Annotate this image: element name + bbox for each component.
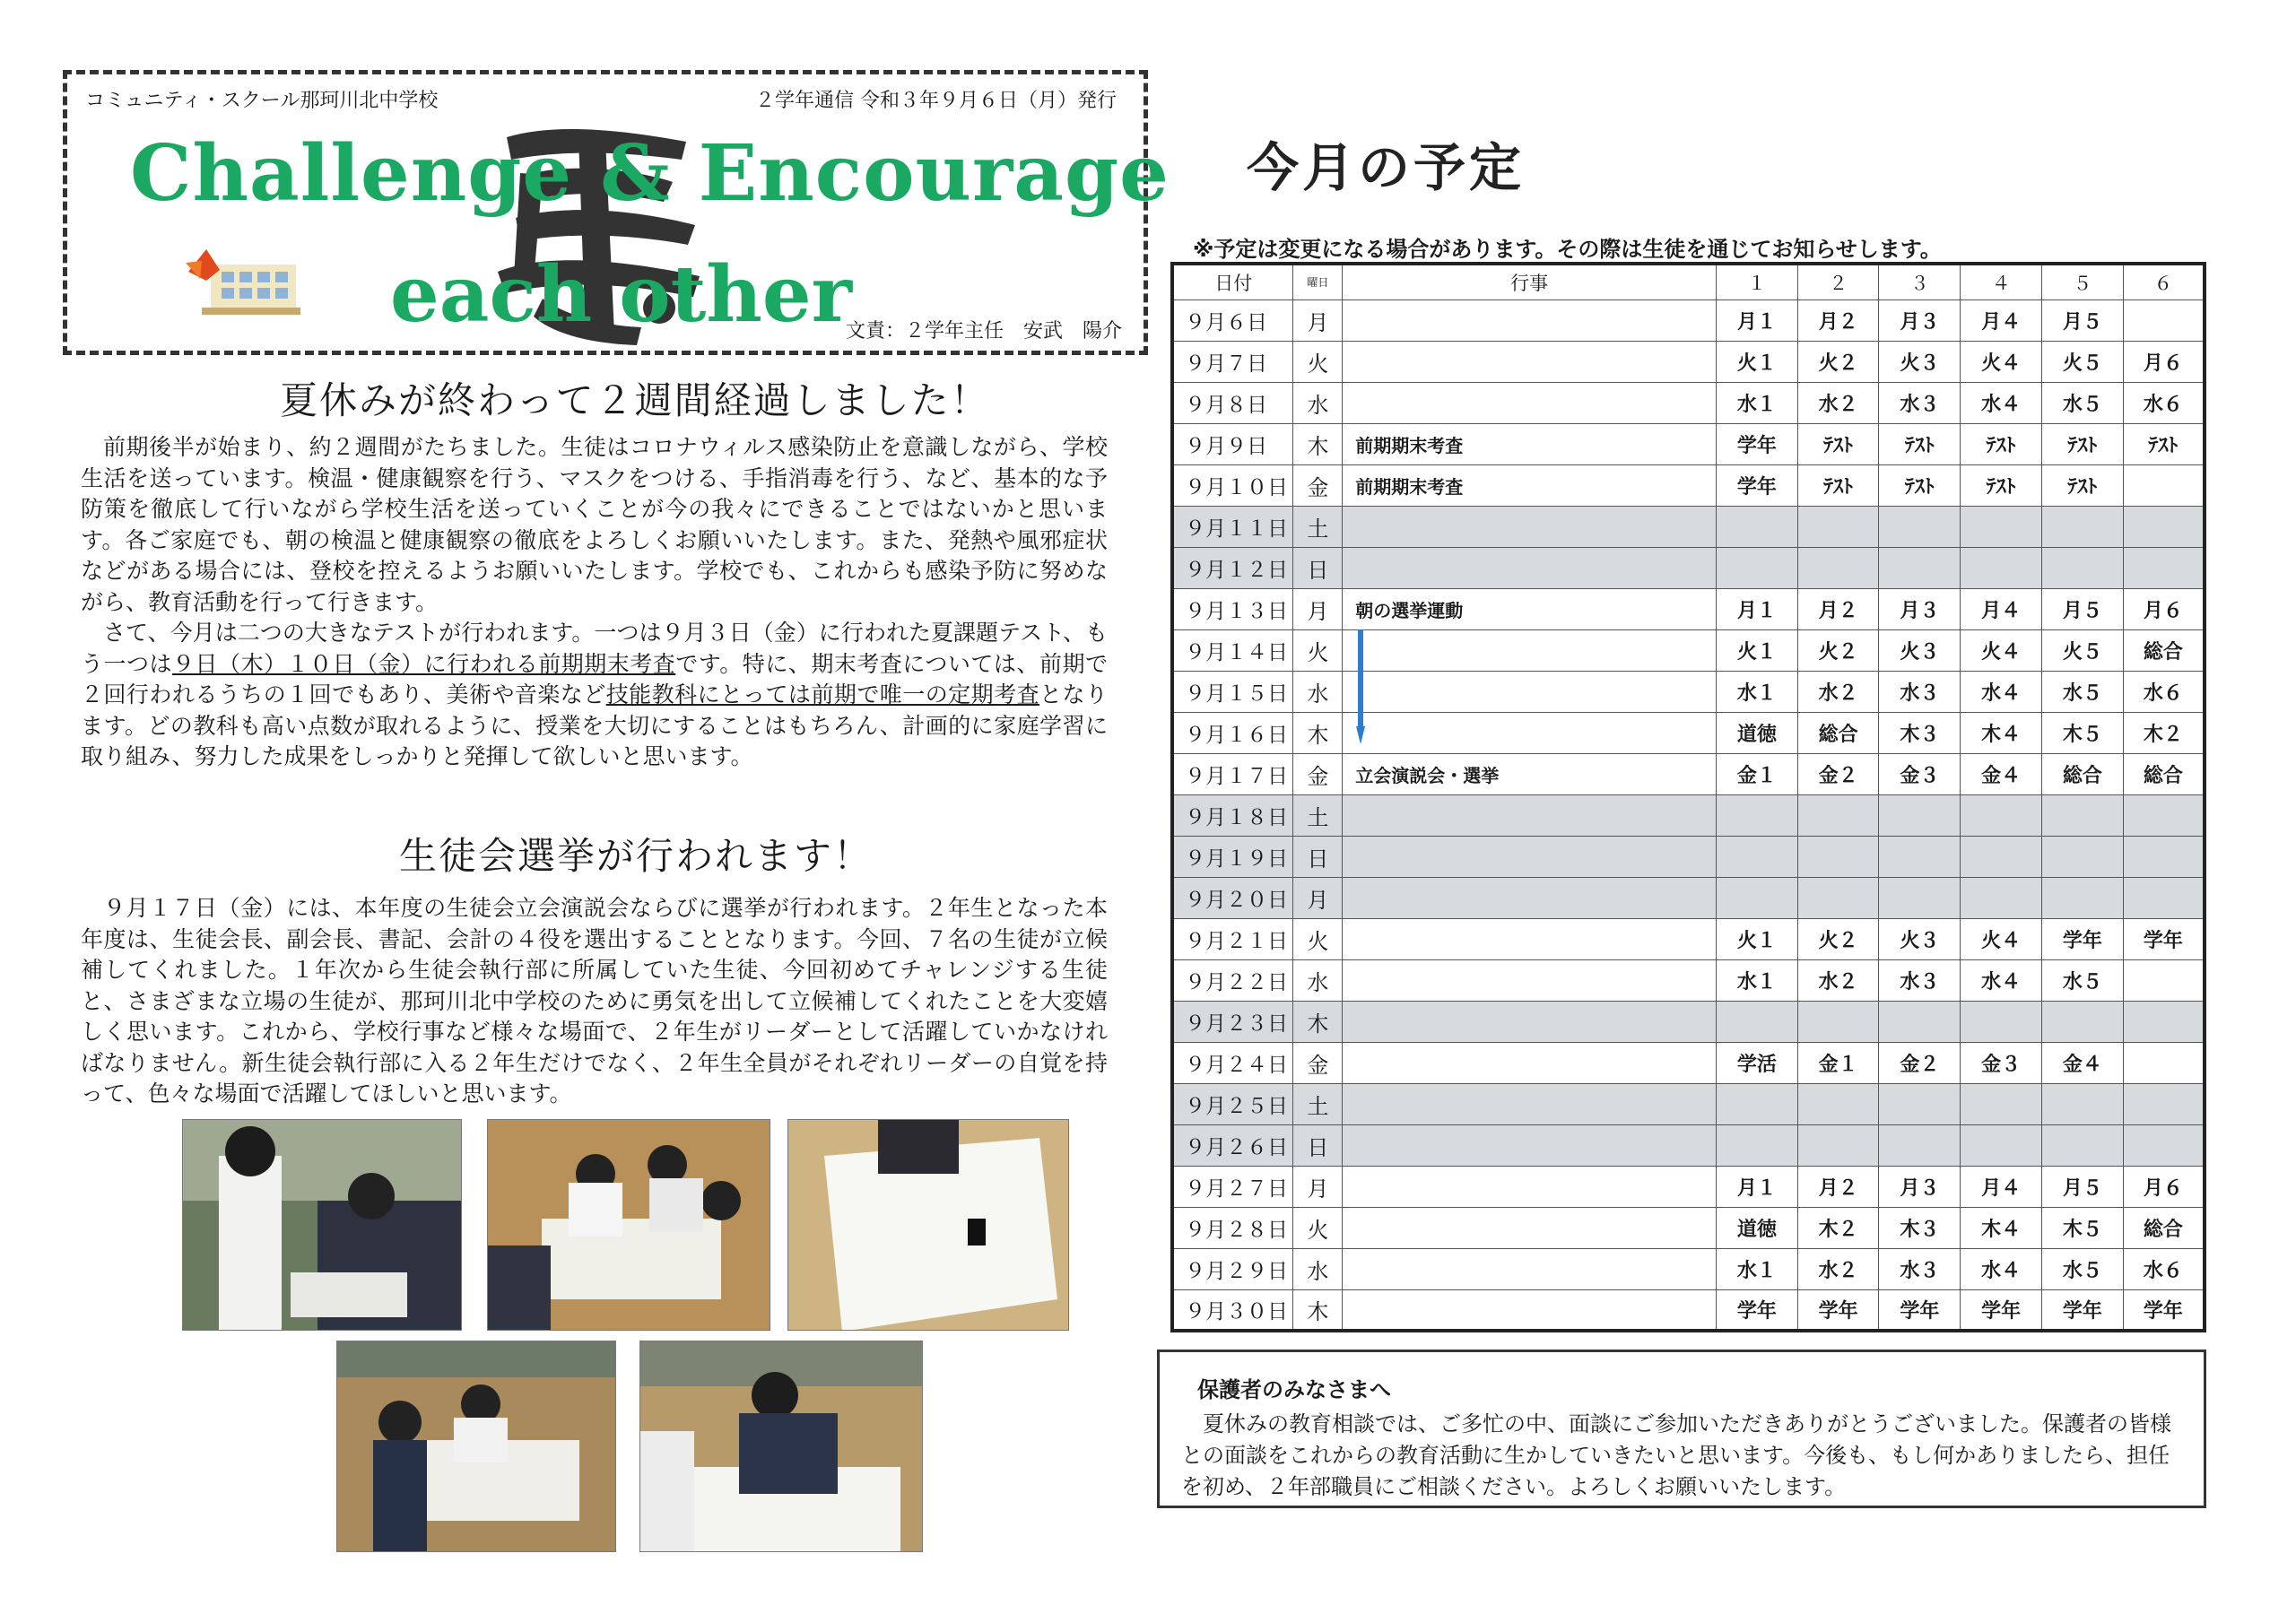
schedule-weekday: 金 — [1293, 1042, 1343, 1083]
schedule-period-2: 金１ — [1797, 1042, 1879, 1083]
schedule-row — [1172, 1207, 2205, 1248]
schedule-period-1: 学活 — [1716, 1042, 1797, 1083]
schedule-period-4: 月４ — [1961, 299, 2042, 341]
schedule-event: 前期期末考査 — [1343, 423, 1717, 464]
article2-heading: 生徒会選挙が行われます！ — [399, 834, 874, 878]
header-weekday: 曜日 — [1293, 264, 1343, 299]
schedule-period-3: 水３ — [1879, 382, 1961, 423]
schedule-period-6: 月６ — [2123, 1166, 2205, 1207]
schedule-period-3: 水３ — [1879, 959, 1961, 1001]
schedule-row — [1172, 1166, 2205, 1207]
schedule-event — [1343, 341, 1717, 382]
schedule-weekday: 火 — [1293, 341, 1343, 382]
schedule-period-1: 月１ — [1716, 588, 1797, 629]
schedule-period-2: 学年 — [1797, 1289, 1879, 1331]
schedule-weekday: 土 — [1293, 794, 1343, 836]
article1-heading: 夏休みが終わって２週間経過しました！ — [280, 378, 990, 422]
schedule-period-5 — [2041, 1001, 2123, 1042]
header-period-6: ６ — [2123, 264, 2205, 299]
issue-date: ２学年通信 令和３年９月６日（月）発行 — [755, 90, 1117, 112]
schedule-date: ９月７日 — [1172, 341, 1293, 382]
schedule-row — [1172, 629, 2205, 671]
schedule-period-4: 水４ — [1961, 671, 2042, 712]
schedule-row — [1172, 877, 2205, 918]
schedule-period-4: 木４ — [1961, 1207, 2042, 1248]
schedule-row — [1172, 464, 2205, 506]
skill-subject-underline: 技能教科にとっては前期で唯一の定期考査 — [605, 681, 1040, 707]
schedule-period-6: ﾃｽﾄ — [2123, 423, 2205, 464]
schedule-weekday: 月 — [1293, 877, 1343, 918]
schedule-period-2: 月２ — [1797, 1166, 1879, 1207]
schedule-period-3 — [1879, 547, 1961, 588]
schedule-period-5 — [2041, 836, 2123, 877]
schedule-period-6 — [2123, 506, 2205, 547]
schedule-period-4 — [1961, 506, 2042, 547]
schedule-date: ９月１７日 — [1172, 753, 1293, 794]
schedule-period-1: 学年 — [1716, 1289, 1797, 1331]
schedule-date: ９月９日 — [1172, 423, 1293, 464]
schedule-date: ９月１５日 — [1172, 671, 1293, 712]
schedule-period-2 — [1797, 836, 1879, 877]
schedule-period-3: 火３ — [1879, 918, 1961, 959]
schedule-period-1 — [1716, 1001, 1797, 1042]
schedule-period-5: 水５ — [2041, 1248, 2123, 1289]
schedule-date: ９月１４日 — [1172, 629, 1293, 671]
schedule-period-1: 水１ — [1716, 1248, 1797, 1289]
schedule-date: ９月１０日 — [1172, 464, 1293, 506]
schedule-date: ９月３０日 — [1172, 1289, 1293, 1331]
schedule-period-5: 火５ — [2041, 341, 2123, 382]
article1-paragraph1: 前期後半が始まり、約２週間がたちました。生徒はコロナウィルス感染防止を意識しながら、学校生活を送っています。検温・健康観察を行う、マスクをつける、手指消毒を行う、など、基本的な予防策を徹底して行いながら学校生活を送っていくことが今の我々にできることではないかと思います。各ご家庭でも、朝の検温と健康観察の徹底をよろしくお願いいたします。また、発熱や風邪症状などがある場合には、登校を控えるようお願いいたします。学校でも、これからも感染予防に努めながら、教育活動を行って行きます。 — [81, 434, 1108, 615]
schedule-weekday: 水 — [1293, 959, 1343, 1001]
schedule-period-2: 水２ — [1797, 959, 1879, 1001]
schedule-event — [1343, 959, 1717, 1001]
school-building-icon — [184, 245, 300, 317]
schedule-period-4: 木４ — [1961, 712, 2042, 753]
schedule-period-4: 火４ — [1961, 918, 2042, 959]
schedule-period-2: 総合 — [1797, 712, 1879, 753]
schedule-period-3: 月３ — [1879, 1166, 1961, 1207]
schedule-period-3 — [1879, 836, 1961, 877]
schedule-event: 前期期末考査 — [1343, 464, 1717, 506]
schedule-period-5: 水５ — [2041, 671, 2123, 712]
schedule-row — [1172, 836, 2205, 877]
schedule-period-2: 水２ — [1797, 671, 1879, 712]
schedule-period-3: 月３ — [1879, 299, 1961, 341]
article2-body — [81, 893, 1108, 1110]
schedule-event — [1343, 836, 1717, 877]
schedule-period-6: 総合 — [2123, 1207, 2205, 1248]
schedule-date: ９月２９日 — [1172, 1248, 1293, 1289]
newsletter-title-line2: each other — [390, 249, 852, 340]
schedule-period-2: 火２ — [1797, 629, 1879, 671]
schedule-period-3 — [1879, 877, 1961, 918]
schedule-period-2: ﾃｽﾄ — [1797, 423, 1879, 464]
schedule-period-2 — [1797, 1001, 1879, 1042]
schedule-period-6: 水６ — [2123, 671, 2205, 712]
schedule-period-2 — [1797, 547, 1879, 588]
schedule-date: ９月１３日 — [1172, 588, 1293, 629]
schedule-period-6: 総合 — [2123, 753, 2205, 794]
schedule-table — [1170, 262, 2206, 1332]
header-period-5: ５ — [2041, 264, 2123, 299]
schedule-period-4 — [1961, 836, 2042, 877]
schedule-period-5: 学年 — [2041, 918, 2123, 959]
schedule-period-5: 木５ — [2041, 712, 2123, 753]
schedule-event — [1343, 1207, 1717, 1248]
parents-notice-box — [1157, 1350, 2206, 1508]
schedule-period-6 — [2123, 1042, 2205, 1083]
schedule-period-2: 木２ — [1797, 1207, 1879, 1248]
header-event: 行事 — [1343, 264, 1717, 299]
schedule-period-1 — [1716, 836, 1797, 877]
schedule-event — [1343, 1289, 1717, 1331]
schedule-row — [1172, 918, 2205, 959]
schedule-period-6 — [2123, 1083, 2205, 1124]
schedule-period-2 — [1797, 506, 1879, 547]
schedule-period-1 — [1716, 547, 1797, 588]
schedule-period-6: 月６ — [2123, 341, 2205, 382]
schedule-period-1: 火１ — [1716, 341, 1797, 382]
schedule-row — [1172, 341, 2205, 382]
schedule-row — [1172, 547, 2205, 588]
schedule-date: ９月２２日 — [1172, 959, 1293, 1001]
schedule-weekday: 木 — [1293, 1289, 1343, 1331]
schedule-period-1: 月１ — [1716, 299, 1797, 341]
schedule-weekday: 月 — [1293, 588, 1343, 629]
schedule-date: ９月１２日 — [1172, 547, 1293, 588]
schedule-period-5 — [2041, 877, 2123, 918]
schedule-period-5: 月５ — [2041, 588, 2123, 629]
schedule-period-2: 火２ — [1797, 918, 1879, 959]
schedule-period-4: 学年 — [1961, 1289, 2042, 1331]
schedule-period-5: 水５ — [2041, 959, 2123, 1001]
schedule-title: 今月の予定 — [1247, 137, 1526, 198]
schedule-date: ９月１９日 — [1172, 836, 1293, 877]
schedule-date: ９月８日 — [1172, 382, 1293, 423]
schedule-period-4 — [1961, 877, 2042, 918]
schedule-period-6 — [2123, 464, 2205, 506]
schedule-period-5: 水５ — [2041, 382, 2123, 423]
parents-heading: 保護者のみなさまへ — [1197, 1377, 1391, 1402]
schedule-period-3 — [1879, 506, 1961, 547]
schedule-period-5: 火５ — [2041, 629, 2123, 671]
schedule-weekday: 木 — [1293, 423, 1343, 464]
schedule-weekday: 水 — [1293, 1248, 1343, 1289]
schedule-period-6: 総合 — [2123, 629, 2205, 671]
schedule-event — [1343, 1166, 1717, 1207]
schedule-weekday: 日 — [1293, 836, 1343, 877]
schedule-event — [1343, 794, 1717, 836]
schedule-period-6 — [2123, 299, 2205, 341]
article1-paragraph2: さて、今月は二つの大きなテストが行われます。一つは９月３日（金）に行われた夏課題テスト、もう一つは９日（木）１０日（金）に行われる前期期末考査です。特に、期末考査については、前期で２回行われるうちの１回でもあり、美術や音楽など技能教科にとっては前期で唯一の定期考査となります。どの教科も高い点数が取れるように、授業を大切にすることはもちろん、計画的に家庭学習に取り組み、努力した成果をしっかりと発揮して欲しいと思います。 — [81, 620, 1108, 769]
schedule-row — [1172, 1124, 2205, 1166]
schedule-period-1 — [1716, 877, 1797, 918]
schedule-period-3 — [1879, 1124, 1961, 1166]
header-box — [63, 70, 1170, 355]
schedule-date: ９月２６日 — [1172, 1124, 1293, 1166]
schedule-period-1: 火１ — [1716, 918, 1797, 959]
schedule-period-4: 金３ — [1961, 1042, 2042, 1083]
schedule-event — [1343, 1001, 1717, 1042]
schedule-weekday: 木 — [1293, 712, 1343, 753]
schedule-period-3 — [1879, 1083, 1961, 1124]
schedule-period-4: 火４ — [1961, 629, 2042, 671]
schedule-event: 朝の選挙運動 — [1343, 588, 1717, 629]
schedule-period-4: 月４ — [1961, 588, 2042, 629]
schedule-period-3: 金２ — [1879, 1042, 1961, 1083]
schedule-row — [1172, 382, 2205, 423]
schedule-period-6 — [2123, 547, 2205, 588]
schedule-date: ９月１６日 — [1172, 712, 1293, 753]
schedule-period-6: 学年 — [2123, 1289, 2205, 1331]
schedule-event — [1343, 1042, 1717, 1083]
schedule-date: ９月１１日 — [1172, 506, 1293, 547]
schedule-period-6 — [2123, 1001, 2205, 1042]
schedule-weekday: 日 — [1293, 547, 1343, 588]
schedule-period-4 — [1961, 1083, 2042, 1124]
schedule-period-1: 火１ — [1716, 629, 1797, 671]
schedule-weekday: 木 — [1293, 1001, 1343, 1042]
schedule-period-1: 水１ — [1716, 382, 1797, 423]
schedule-row — [1172, 959, 2205, 1001]
schedule-period-1: 水１ — [1716, 959, 1797, 1001]
schedule-period-4: ﾃｽﾄ — [1961, 464, 2042, 506]
schedule-event: 立会演説会・選挙 — [1343, 753, 1717, 794]
schedule-period-6 — [2123, 836, 2205, 877]
schedule-row — [1172, 671, 2205, 712]
student-photo-5 — [639, 1341, 923, 1552]
schedule-period-1: 月１ — [1716, 1166, 1797, 1207]
parents-body: 夏休みの教育相談では、ご多忙の中、面談にご参加いただきありがとうございました。保護者の皆様との面談をこれからの教育活動に生かしていきたいと思います。今後も、もし何かありましたら、担任を初め、２年部職員にご相談ください。よろしくお願いいたします。 — [1181, 1411, 2171, 1499]
schedule-weekday: 金 — [1293, 464, 1343, 506]
schedule-period-1 — [1716, 1124, 1797, 1166]
schedule-row — [1172, 712, 2205, 753]
schedule-period-6: 水６ — [2123, 382, 2205, 423]
schedule-period-1 — [1716, 506, 1797, 547]
schedule-period-3: 火３ — [1879, 341, 1961, 382]
schedule-period-4 — [1961, 547, 2042, 588]
schedule-period-2: 火２ — [1797, 341, 1879, 382]
schedule-period-3: 学年 — [1879, 1289, 1961, 1331]
schedule-event — [1343, 382, 1717, 423]
schedule-period-2: 月２ — [1797, 299, 1879, 341]
schedule-period-4 — [1961, 794, 2042, 836]
schedule-date: ９月２７日 — [1172, 1166, 1293, 1207]
schedule-row — [1172, 423, 2205, 464]
schedule-period-5: 総合 — [2041, 753, 2123, 794]
schedule-period-1: 水１ — [1716, 671, 1797, 712]
schedule-row — [1172, 1289, 2205, 1331]
schedule-period-3: 金３ — [1879, 753, 1961, 794]
schedule-event — [1343, 629, 1717, 671]
schedule-period-6: 学年 — [2123, 918, 2205, 959]
schedule-period-4: 火４ — [1961, 341, 2042, 382]
schedule-row — [1172, 1042, 2205, 1083]
schedule-row — [1172, 506, 2205, 547]
schedule-event — [1343, 1124, 1717, 1166]
schedule-period-3 — [1879, 1001, 1961, 1042]
schedule-period-4: 水４ — [1961, 1248, 2042, 1289]
schedule-date: ９月２８日 — [1172, 1207, 1293, 1248]
schedule-period-1: 金１ — [1716, 753, 1797, 794]
author-credit: 文責：２学年主任 安武 陽介 — [845, 320, 1122, 343]
schedule-period-6 — [2123, 959, 2205, 1001]
schedule-weekday: 日 — [1293, 1124, 1343, 1166]
schedule-period-4: 月４ — [1961, 1166, 2042, 1207]
schedule-event — [1343, 299, 1717, 341]
schedule-period-4: 金４ — [1961, 753, 2042, 794]
schedule-period-4: 水４ — [1961, 382, 2042, 423]
schedule-period-6: 水６ — [2123, 1248, 2205, 1289]
schedule-period-4 — [1961, 1001, 2042, 1042]
schedule-date: ９月２３日 — [1172, 1001, 1293, 1042]
student-photo-4 — [336, 1341, 616, 1552]
schedule-weekday: 月 — [1293, 1166, 1343, 1207]
schedule-event — [1343, 877, 1717, 918]
schedule-row — [1172, 794, 2205, 836]
schedule-period-1 — [1716, 794, 1797, 836]
schedule-event — [1343, 506, 1717, 547]
schedule-period-2: 月２ — [1797, 588, 1879, 629]
schedule-period-6 — [2123, 1124, 2205, 1166]
schedule-date: ９月２５日 — [1172, 1083, 1293, 1124]
header-period-1: １ — [1716, 264, 1797, 299]
schedule-period-4: 水４ — [1961, 959, 2042, 1001]
student-photo-1 — [182, 1119, 462, 1331]
schedule-event — [1343, 671, 1717, 712]
schedule-period-5: 学年 — [2041, 1289, 2123, 1331]
schedule-period-3: ﾃｽﾄ — [1879, 464, 1961, 506]
schedule-weekday: 火 — [1293, 918, 1343, 959]
schedule-period-2: 水２ — [1797, 1248, 1879, 1289]
student-photo-3 — [787, 1119, 1069, 1331]
schedule-weekday: 土 — [1293, 506, 1343, 547]
schedule-date: ９月２０日 — [1172, 877, 1293, 918]
schedule-weekday: 金 — [1293, 753, 1343, 794]
schedule-date: ９月２１日 — [1172, 918, 1293, 959]
schedule-period-1: 道徳 — [1716, 712, 1797, 753]
schedule-period-2 — [1797, 794, 1879, 836]
schedule-header-row — [1172, 264, 2205, 299]
schedule-weekday: 水 — [1293, 671, 1343, 712]
schedule-period-2: 水２ — [1797, 382, 1879, 423]
schedule-period-1: 学年 — [1716, 464, 1797, 506]
schedule-period-2: 金２ — [1797, 753, 1879, 794]
schedule-event — [1343, 918, 1717, 959]
schedule-weekday: 火 — [1293, 1207, 1343, 1248]
schedule-date: ９月２４日 — [1172, 1042, 1293, 1083]
schedule-period-5 — [2041, 794, 2123, 836]
schedule-event — [1343, 1083, 1717, 1124]
schedule-period-4 — [1961, 1124, 2042, 1166]
schedule-date: ９月１８日 — [1172, 794, 1293, 836]
schedule-weekday: 月 — [1293, 299, 1343, 341]
schedule-row — [1172, 1083, 2205, 1124]
schedule-period-2 — [1797, 1083, 1879, 1124]
schedule-row — [1172, 753, 2205, 794]
schedule-period-5 — [2041, 1124, 2123, 1166]
schedule-period-5: ﾃｽﾄ — [2041, 464, 2123, 506]
schedule-period-5: ﾃｽﾄ — [2041, 423, 2123, 464]
schedule-row — [1172, 588, 2205, 629]
schedule-period-6: 月６ — [2123, 588, 2205, 629]
schedule-period-3: 水３ — [1879, 671, 1961, 712]
header-date: 日付 — [1172, 264, 1293, 299]
header-period-2: ２ — [1797, 264, 1879, 299]
schedule-period-2 — [1797, 1124, 1879, 1166]
newsletter-title-line1: Challenge & Encourage — [130, 128, 1170, 219]
schedule-period-3: 月３ — [1879, 588, 1961, 629]
schedule-event — [1343, 712, 1717, 753]
schedule-weekday: 土 — [1293, 1083, 1343, 1124]
schedule-period-2: ﾃｽﾄ — [1797, 464, 1879, 506]
schedule-period-3: 木３ — [1879, 1207, 1961, 1248]
header-period-4: ４ — [1961, 264, 2042, 299]
schedule-period-6 — [2123, 877, 2205, 918]
schedule-period-6: 木２ — [2123, 712, 2205, 753]
schedule-period-5 — [2041, 1083, 2123, 1124]
school-name: コミュニティ・スクール那珂川北中学校 — [85, 90, 439, 112]
schedule-period-3: ﾃｽﾄ — [1879, 423, 1961, 464]
exam-dates-underline: ９日（木）１０日（金）に行われる前期期末考査 — [172, 650, 676, 677]
schedule-period-5 — [2041, 506, 2123, 547]
schedule-period-2 — [1797, 877, 1879, 918]
schedule-event — [1343, 547, 1717, 588]
article2-paragraph1: ９月１７日（金）には、本年度の生徒会立会演説会ならびに選挙が行われます。２年生となった本年度は、生徒会長、副会長、書記、会計の４役を選出することとなります。今回、７名の生徒が立候補してくれました。１年次から生徒会執行部に所属していた生徒、今回初めてチャレンジする生徒と、さまざまな立場の生徒が、那珂川北中学校のために勇気を出して立候補してくれたことを大変嬉しく思います。これから、学校行事など様々な場面で、２年生がリーダーとして活躍していかなければなりません。新生徒会執行部に入る２年生だけでなく、２年生全員がそれぞれリーダーの自覚を持って、色々な場面で活躍してほしいと思います。 — [81, 895, 1108, 1107]
schedule-row — [1172, 1248, 2205, 1289]
schedule-period-5: 金４ — [2041, 1042, 2123, 1083]
student-photo-2 — [487, 1119, 770, 1331]
schedule-note: ※予定は変更になる場合があります。その際は生徒を通じてお知らせします。 — [1193, 237, 1942, 262]
schedule-event — [1343, 1248, 1717, 1289]
schedule-period-5: 月５ — [2041, 1166, 2123, 1207]
schedule-period-5: 木５ — [2041, 1207, 2123, 1248]
schedule-period-5 — [2041, 547, 2123, 588]
schedule-weekday: 水 — [1293, 382, 1343, 423]
article1-body — [81, 432, 1108, 773]
schedule-period-6 — [2123, 794, 2205, 836]
schedule-date: ９月６日 — [1172, 299, 1293, 341]
schedule-period-3 — [1879, 794, 1961, 836]
schedule-period-3: 木３ — [1879, 712, 1961, 753]
schedule-row — [1172, 299, 2205, 341]
header-period-3: ３ — [1879, 264, 1961, 299]
schedule-period-3: 水３ — [1879, 1248, 1961, 1289]
schedule-period-4: ﾃｽﾄ — [1961, 423, 2042, 464]
schedule-period-1: 学年 — [1716, 423, 1797, 464]
schedule-period-3: 火３ — [1879, 629, 1961, 671]
schedule-weekday: 火 — [1293, 629, 1343, 671]
schedule-period-5: 月５ — [2041, 299, 2123, 341]
schedule-period-1 — [1716, 1083, 1797, 1124]
arrow-down-icon — [1356, 629, 1365, 744]
schedule-row — [1172, 1001, 2205, 1042]
schedule-period-1: 道徳 — [1716, 1207, 1797, 1248]
